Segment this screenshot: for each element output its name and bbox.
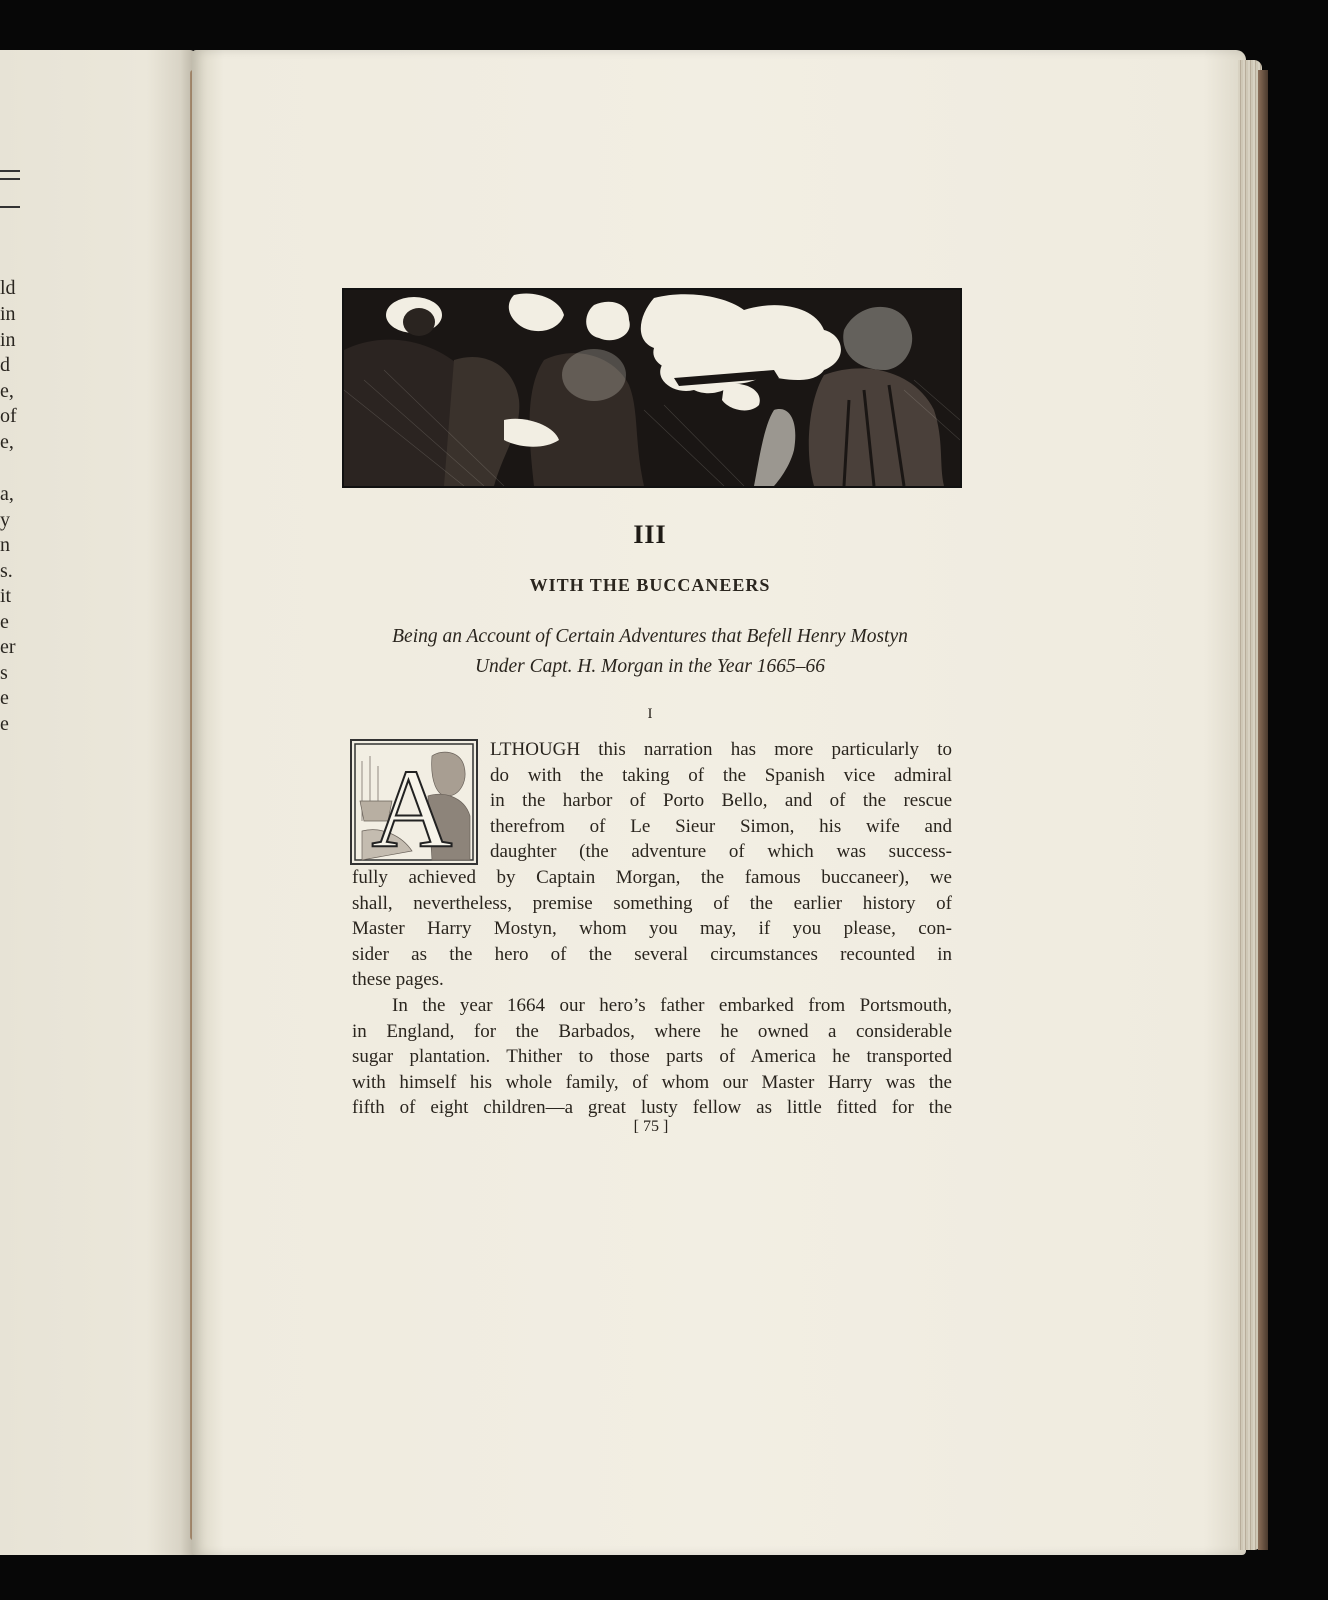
section-number: I [647, 706, 653, 722]
left-fragment: s. [0, 560, 13, 582]
left-fragment: e, [0, 380, 14, 402]
left-fragment: e [0, 713, 9, 735]
left-fragment: y [0, 509, 10, 531]
left-fragment: a, [0, 483, 14, 505]
text-line: with himself his whole family, of whom our Master Harry was the [352, 1071, 952, 1093]
dropcap-letter: A [371, 747, 453, 863]
text-line: LTHOUGH this narration has more particularly to [490, 739, 952, 760]
left-fragment: e [0, 611, 9, 633]
left-fragment: e [0, 687, 9, 709]
body-text [352, 737, 952, 1121]
text-line: shall, nevertheless, premise something of the earlier history of [352, 892, 952, 914]
page-number: [ 75 ] [633, 1118, 669, 1135]
text-line: fifth of eight children—a great lusty fellow as little fitted for the [352, 1097, 952, 1119]
left-fragment: er [0, 636, 16, 658]
left-fragment: it [0, 585, 12, 607]
left-fragment: e, [0, 431, 14, 453]
text-line: daughter (the adventure of which was success- [490, 841, 952, 863]
left-page-rules [0, 170, 20, 208]
text-line: in the harbor of Porto Bello, and of the rescue [490, 790, 952, 812]
text-line: these pages. [352, 969, 444, 991]
text-line: In the year 1664 our hero’s father embarked from Portsmouth, [392, 994, 952, 1016]
subtitle-line: Under Capt. H. Morgan in the Year 1665–66 [474, 656, 826, 677]
subtitle-line: Being an Account of Certain Adventures that Befell Henry Mostyn [392, 626, 908, 647]
chapter-number: III [633, 520, 667, 549]
left-fragment: d [0, 354, 10, 376]
text-line: Master Harry Mostyn, whom you may, if you please, con- [352, 918, 952, 940]
left-fragment: s [0, 662, 8, 684]
headpiece-illustration [342, 288, 962, 488]
text-line: fully achieved by Captain Morgan, the famous buccaneer), we [352, 866, 952, 888]
left-fragment: ld [0, 277, 16, 299]
single-rule [0, 206, 20, 208]
left-fragment: n [0, 534, 10, 556]
text-line: therefrom of Le Sieur Simon, his wife and [490, 815, 952, 837]
cover-edge [1258, 70, 1268, 1550]
left-fragment: in [0, 329, 16, 351]
chapter-subtitle [340, 622, 960, 682]
pirate-duel-illustration-icon [344, 290, 960, 486]
chapter-title: WITH THE BUCCANEERS [529, 575, 771, 595]
text-line: in England, for the Barbados, where he owned a considerable [352, 1020, 952, 1042]
double-rule [0, 170, 20, 180]
text-line: sider as the hero of the several circumstances recounted in [352, 943, 952, 965]
left-fragment: in [0, 303, 16, 325]
left-fragment: of [0, 405, 17, 427]
text-line: do with the taking of the Spanish vice admiral [490, 764, 952, 786]
text-line: sugar plantation. Thither to those parts of America he transported [352, 1046, 952, 1068]
left-page [0, 50, 196, 1555]
